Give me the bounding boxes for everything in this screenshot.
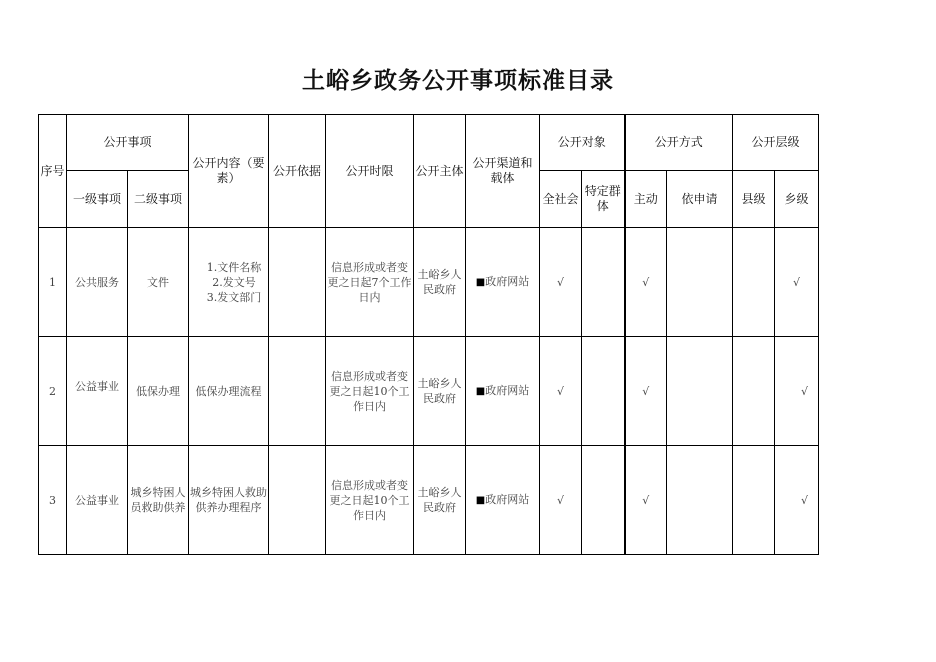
row-target-all: √ [540,228,582,337]
row-level-town: √ [775,228,819,337]
header-time-limit: 公开时限 [326,115,414,228]
row-content [189,446,269,555]
header-level-group: 公开层级 [733,115,819,171]
row-level2: 城乡特困人员救助供养 [128,446,189,555]
row-basis [269,228,326,337]
header-target-all: 全社会 [540,171,582,228]
row-level-county [733,228,775,337]
content-line: 低保办理流程 [195,384,262,398]
table-row [39,228,819,337]
header-level-county: 县级 [733,171,775,228]
filled-square-icon: ■ [475,386,486,397]
row-target-specific [582,446,625,555]
content-line: 1.文件名称 [195,260,262,274]
row-level-county [733,446,775,555]
filled-square-icon: ■ [475,495,486,506]
row-level-town: √ [775,337,819,446]
row-channel [466,337,540,446]
row-level1: 公益事业 [67,446,128,555]
row-subject: 土峪乡人民政府 [414,337,466,446]
row-seq: 1 [39,228,67,337]
content-line: 3.发文部门 [195,290,262,304]
row-basis [269,446,326,555]
row-basis [269,337,326,446]
header-level1: 一级事项 [67,171,128,228]
row-method-active: √ [625,337,667,446]
row-channel-label: 政府网站 [485,275,530,288]
row-level2: 低保办理 [128,337,189,446]
header-channel: 公开渠道和载体 [466,115,540,228]
header-level-town: 乡级 [775,171,819,228]
row-level-town: √ [775,446,819,555]
header-seq: 序号 [39,115,67,228]
row-target-specific [582,337,625,446]
row-target-specific [582,228,625,337]
content-line: 2.发文号 [201,275,256,289]
header-method-active: 主动 [625,171,667,228]
row-time-limit: 信息形成或者变更之日起7个工作日内 [326,228,414,337]
row-subject: 土峪乡人民政府 [414,228,466,337]
row-subject: 土峪乡人民政府 [414,446,466,555]
header-level2: 二级事项 [128,171,189,228]
row-time-limit: 信息形成或者变更之日起10个工作日内 [326,446,414,555]
table-row [39,337,819,446]
header-content: 公开内容（要素） [189,115,269,228]
row-seq: 2 [39,337,67,446]
row-channel [466,446,540,555]
row-method-apply [667,446,733,555]
row-content [189,337,269,446]
row-level2: 文件 [128,228,189,337]
row-method-active: √ [625,446,667,555]
row-level1: 公共服务 [67,228,128,337]
header-method-group: 公开方式 [625,115,733,171]
row-target-all: √ [540,446,582,555]
row-seq: 3 [39,446,67,555]
header-target-group: 公开对象 [540,115,625,171]
row-level-county [733,337,775,446]
catalog-table [38,114,819,555]
row-level1: 公益事业 [67,337,128,446]
row-channel [466,228,540,337]
row-content [189,228,269,337]
header-item-group: 公开事项 [67,115,189,171]
row-method-active: √ [625,228,667,337]
row-channel-label: 政府网站 [485,384,530,397]
row-method-apply [667,228,733,337]
header-basis: 公开依据 [269,115,326,228]
row-target-all: √ [540,337,582,446]
row-time-limit: 信息形成或者变更之日起10个工作日内 [326,337,414,446]
page-title: 土峪乡政务公开事项标准目录 [302,68,614,94]
header-method-apply: 依申请 [667,171,733,228]
row-method-apply [667,337,733,446]
header-target-specific: 特定群体 [582,171,625,228]
row-channel-label: 政府网站 [485,493,530,506]
content-line: 城乡特困人救助供养办理程序 [190,486,268,514]
filled-square-icon: ■ [475,277,486,288]
header-subject: 公开主体 [414,115,466,228]
table-row [39,446,819,555]
